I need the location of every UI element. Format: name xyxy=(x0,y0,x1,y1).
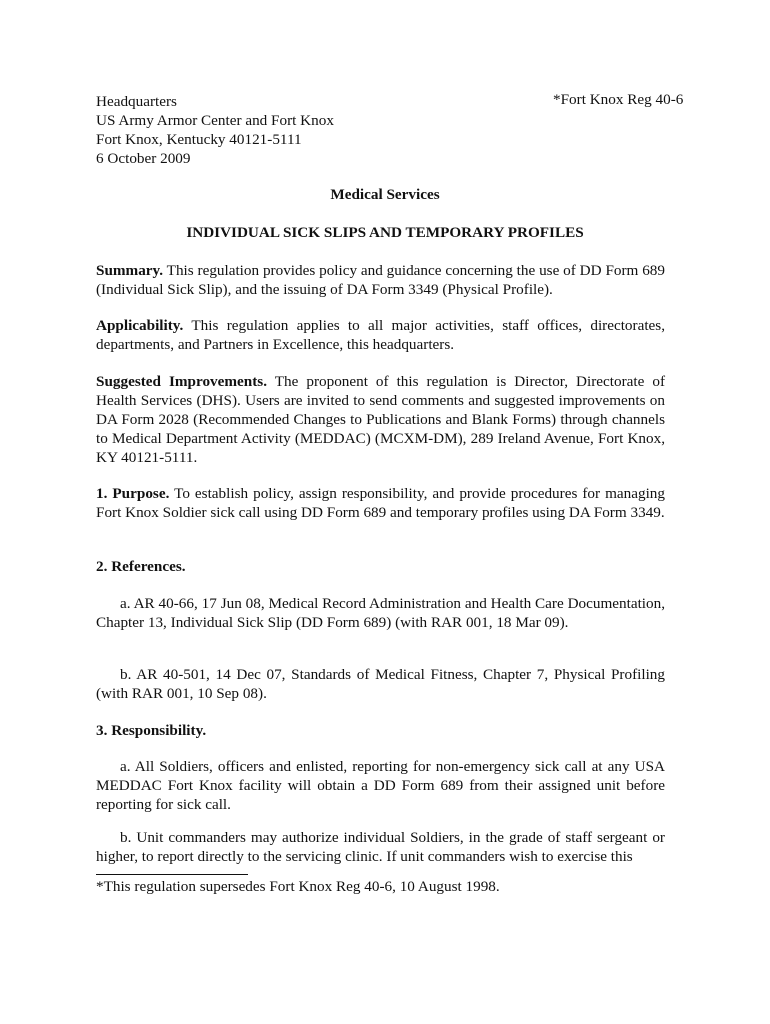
applicability-text: This regulation applies to all major activities, staff offices, directorates, departments, and Partners in Excellence, this headquarters. xyxy=(96,317,665,353)
main-title: INDIVIDUAL SICK SLIPS AND TEMPORARY PROFILES xyxy=(186,224,584,241)
purpose-paragraph xyxy=(96,484,665,522)
applicability-label: Applicability. xyxy=(96,317,184,334)
reference-a: a. AR 40-66, 17 Jun 08, Medical Record Administration and Health Care Documentation, Chapter 13, Individual Sick Slip (DD Form 689) (with RAR 001, 18 Mar 09). xyxy=(96,595,665,631)
suggested-improvements-paragraph xyxy=(96,372,665,467)
issue-date: 6 October 2009 xyxy=(96,150,191,167)
references-heading: 2. References. xyxy=(96,558,186,575)
hq-line: Fort Knox, Kentucky 40121-5111 xyxy=(96,131,302,148)
responsibility-heading: 3. Responsibility. xyxy=(96,722,207,739)
suggested-improvements-text: The proponent of this regulation is Director, Directorate of Health Services (DHS). Users are invited to send comments and suggested improvements on DA Form 2028 (Recommended Changes to Publications and Blank Forms) through channels to Medical Department Activity (MEDDAC) (MCXM-DM), 289 Ireland Avenue, Fort Knox, KY 40121-5111. xyxy=(96,373,665,466)
subject-title: Medical Services xyxy=(330,186,440,203)
summary-text: This regulation provides policy and guidance concerning the use of DD Form 689 (Individual Sick Slip), and the issuing of DA Form 3349 (Physical Profile). xyxy=(96,262,665,298)
summary-label: Summary. xyxy=(96,262,164,279)
hq-line: Headquarters xyxy=(96,93,177,110)
suggested-improvements-label: Suggested Improvements. xyxy=(96,373,267,390)
regulation-number: *Fort Knox Reg 40-6 xyxy=(553,91,684,108)
issuing-headquarters xyxy=(96,92,516,168)
hq-line: US Army Armor Center and Fort Knox xyxy=(96,112,334,129)
applicability-paragraph xyxy=(96,316,665,354)
purpose-text: To establish policy, assign responsibility, and provide procedures for managing Fort Knox Soldier sick call using DD Form 689 and temporary profiles using DA Form 3349. xyxy=(96,485,665,521)
responsibility-a: a. All Soldiers, officers and enlisted, reporting for non-emergency sick call at any USA MEDDAC Fort Knox facility will obtain a DD Form 689 from their assigned unit before reporting for sick call. xyxy=(96,758,665,813)
responsibility-b: b. Unit commanders may authorize individual Soldiers, in the grade of staff sergeant or higher, to report directly to the servicing clinic. If unit commanders wish to exercise this xyxy=(96,829,665,865)
footnote: *This regulation supersedes Fort Knox Reg 40-6, 10 August 1998. xyxy=(96,878,500,895)
summary-paragraph xyxy=(96,261,665,299)
footnote-divider xyxy=(96,874,248,875)
reference-b: b. AR 40-501, 14 Dec 07, Standards of Medical Fitness, Chapter 7, Physical Profiling (with RAR 001, 10 Sep 08). xyxy=(96,666,665,702)
purpose-label: 1. Purpose. xyxy=(96,485,170,502)
